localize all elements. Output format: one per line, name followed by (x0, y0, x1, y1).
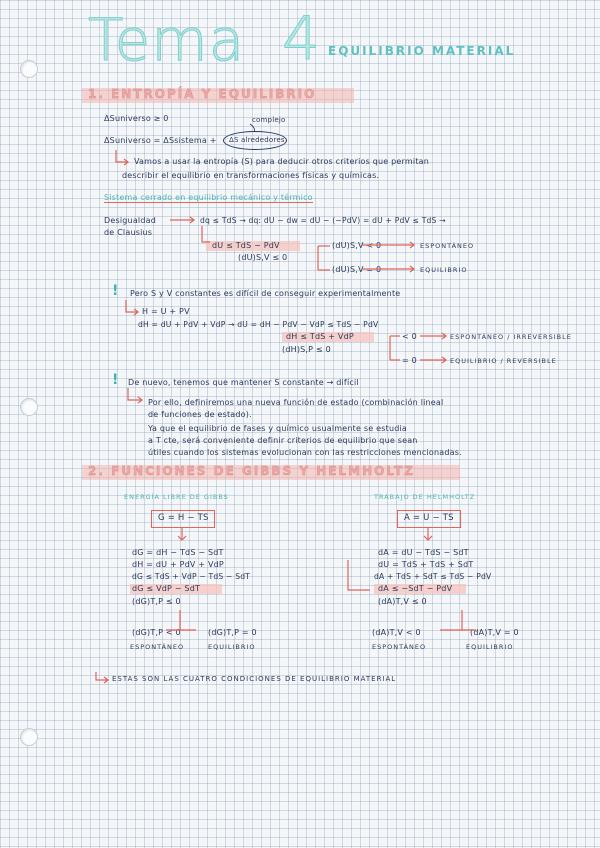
title-number: 4 (282, 4, 321, 74)
du-sv-spontaneous: (dU)S,V < 0 (332, 241, 382, 250)
gibbs-eq-1: dG = dH − TdS − SdT (132, 548, 224, 557)
closing-statement: ESTAS SON LAS CUATRO CONDICIONES DE EQUILIBRIO MATERIAL (112, 675, 397, 683)
surroundings-entropy: ΔS alrededores (229, 136, 285, 144)
exclamation-icon: ! (112, 372, 119, 388)
universe-entropy-line: ΔSuniverso ≥ 0 (104, 114, 169, 123)
gibbs-spontaneous-cond: (dG)T,P < 0 (132, 628, 181, 637)
title-subtitle: EQUILIBRIO MATERIAL (328, 44, 516, 58)
clausius-equation: dq ≤ TdS → dq: dU − dw = dU − (−PdV) = dU + PdV ≤ TdS → (200, 216, 446, 225)
gibbs-eq-2: dH = dU + PdV + VdP (132, 560, 224, 569)
para-line-3: Ya que el equilibrio de fases y químico usualmente se estudia (148, 424, 408, 433)
note-difficult: Pero S y V constantes es difícil de conseguir experimentalmente (130, 289, 401, 298)
gibbs-eq-5: (dG)T,P ≤ 0 (132, 597, 181, 606)
exclamation-icon: ! (112, 283, 119, 299)
para-line-1: Por ello, definiremos una nueva función de estado (combinación lineal (148, 398, 444, 407)
dh-less: < 0 (402, 332, 417, 341)
du-inequality: dU ≤ TdS − PdV (212, 241, 280, 250)
dh-sp-condition: (dH)S,P ≤ 0 (282, 345, 331, 354)
helmholtz-equilibrium-cond: (dA)T,V = 0 (470, 628, 519, 637)
helmholtz-eq-2: dU = TdS + TdS + SdT (378, 560, 474, 569)
dh-equal: = 0 (402, 356, 417, 365)
helmholtz-eq-5: (dA)T,V ≤ 0 (378, 597, 427, 606)
reversible-label: EQUILIBRIO / REVERSIBLE (450, 357, 557, 365)
helmholtz-eq-1: dA = dU − TdS − SdT (378, 548, 469, 557)
helmholtz-equilibrium-label: EQUILIBRIO (466, 643, 514, 651)
gibbs-spontaneous-label: ESPONTÁNEO (130, 643, 185, 651)
gibbs-eq-4: dG ≤ VdP − SdT (132, 584, 201, 593)
gibbs-title: ENERGÍA LIBRE DE GIBBS (124, 493, 229, 501)
para-line-5: útiles cuando los sistemas evolucionan con las restricciones mencionadas. (148, 448, 462, 457)
gibbs-equilibrium-label: EQUILIBRIO (208, 643, 256, 651)
equilibrium-label: EQUILIBRIO (420, 266, 468, 274)
du-sv-equilibrium: (dU)S,V = 0 (332, 265, 382, 274)
clausius-label-2: de Clausius (104, 228, 153, 237)
entropy-sum-line: ΔSuniverso = ΔSsistema + (104, 136, 217, 145)
note-again: De nuevo, tenemos que mantener S constante → difícil (128, 378, 359, 387)
helmholtz-definition: A = U − TS (404, 513, 454, 523)
intro-line-1: Vamos a usar la entropía (S) para deducir otros criterios que permitan (134, 157, 430, 166)
para-line-2: de funciones de estado). (148, 410, 252, 419)
helmholtz-eq-3: dA + TdS + SdT ≤ TdS − PdV (374, 572, 492, 581)
gibbs-eq-3: dG ≤ TdS + VdP − TdS − SdT (132, 572, 251, 581)
helmholtz-spontaneous-label: ESPONTÁNEO (372, 643, 427, 651)
closed-system-subheading: Sistema cerrado en equilibrio mecánico y térmico (104, 193, 313, 202)
gibbs-definition: G = H − TS (158, 513, 209, 523)
section-2-heading: 2. FUNCIONES DE GIBBS Y HELMHOLTZ (88, 464, 415, 478)
dh-inequality: dH ≤ TdS + VdP (286, 332, 354, 341)
intro-line-2: describir el equilibrio en transformaciones físicas y químicas. (122, 171, 380, 180)
para-line-4: a T cte, será conveniente definir criterios de equilibrio que sean (148, 436, 418, 445)
enthalpy-derivation: dH = dU + PdV + VdP → dU = dH − PdV − VdP ≤ TdS − PdV (138, 320, 379, 329)
irreversible-label: ESPONTÁNEO / IRREVERSIBLE (450, 333, 572, 341)
helmholtz-title: TRABAJO DE HELMHOLTZ (374, 493, 476, 501)
spontaneous-label: ESPONTÁNEO (420, 242, 475, 250)
du-sv-condition: (dU)S,V ≤ 0 (238, 253, 288, 262)
title-word: Tema (88, 6, 246, 74)
helmholtz-spontaneous-cond: (dA)T,V < 0 (372, 628, 421, 637)
section-1-heading: 1. ENTROPÍA Y EQUILIBRIO (88, 87, 317, 101)
gibbs-equilibrium-cond: (dG)T,P = 0 (208, 628, 257, 637)
clausius-label-1: Desigualdad (104, 216, 157, 225)
helmholtz-eq-4: dA ≤ −SdT − PdV (378, 584, 453, 593)
enthalpy-def: H = U + PV (142, 307, 190, 316)
complex-annotation: complejo (252, 116, 286, 124)
